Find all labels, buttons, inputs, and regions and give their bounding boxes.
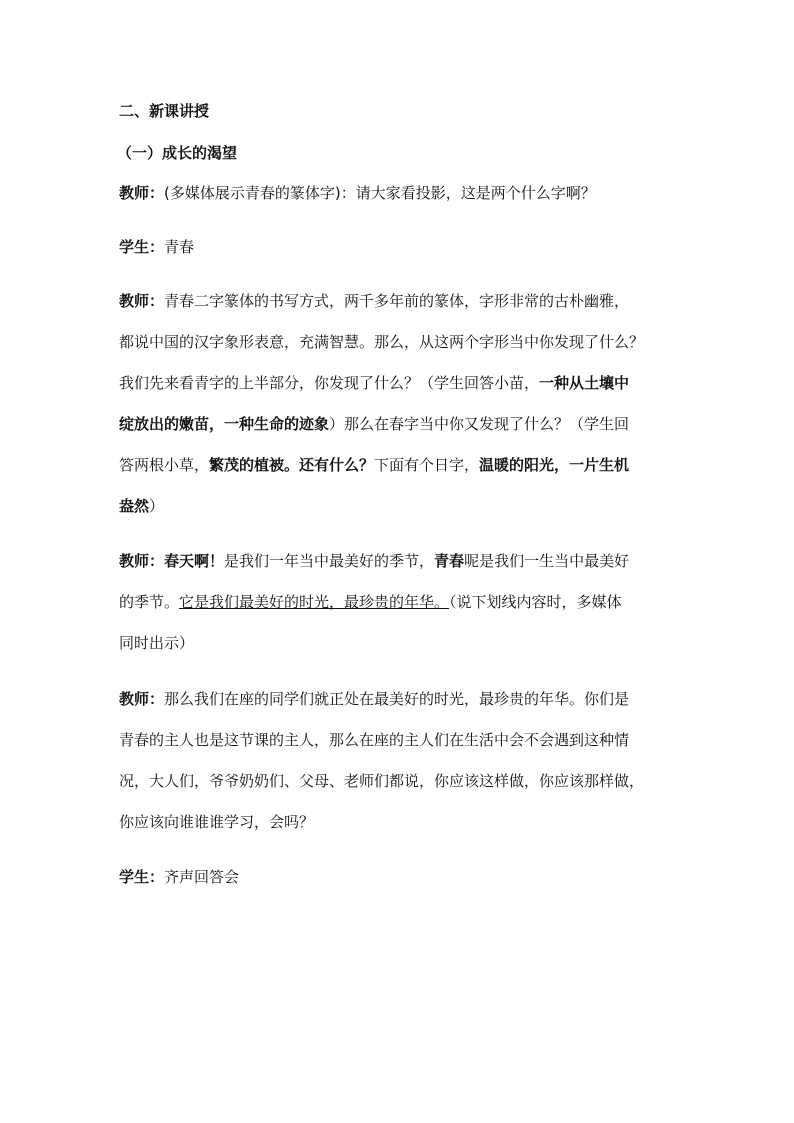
text-line: 绽放出的嫩苗，一种生命的迹象）那么在春字当中你又发现了什么？（学生回 bbox=[119, 415, 630, 433]
speaker-label: 学生： bbox=[119, 868, 165, 886]
speaker-label: 教师： bbox=[119, 292, 165, 310]
text-line: 我们先来看青字的上半部分，你发现了什么？（学生回答小苗，一种从土壤中 bbox=[119, 374, 630, 392]
text-line: 的季节。它是我们最美好的时光，最珍贵的年华。（说下划线内容时，多媒体 bbox=[119, 593, 622, 611]
paragraph-student-1 bbox=[119, 234, 699, 261]
text-line: 教师：那么我们在座的同学们就正处在最美好的时光，最珍贵的年华。你们是 bbox=[119, 690, 630, 708]
text-line: 教师：春天啊！是我们一年当中最美好的季节，青春呢是我们一生当中最美好 bbox=[119, 552, 630, 570]
speaker-label: 学生： bbox=[119, 238, 165, 256]
text-line: 同时出示） bbox=[119, 634, 195, 652]
paragraph-text: 齐声回答会 bbox=[164, 868, 240, 886]
paragraph-teacher-2 bbox=[119, 288, 699, 534]
speaker-label: 教师： bbox=[119, 184, 165, 202]
text-line: 都说中国的汉字象形表意，充满智慧。那么，从这两个字形当中你发现了什么？ bbox=[119, 333, 645, 351]
paragraph-teacher-3 bbox=[119, 548, 699, 671]
paragraph-text: 青春 bbox=[164, 238, 195, 256]
underlined-text: 它是我们最美好的时光，最珍贵的年华。 bbox=[179, 593, 450, 611]
text-line: 况，大人们，爷爷奶奶们、父母、老师们都说，你应该这样做，你应该那样做， bbox=[119, 772, 645, 790]
paragraph-teacher-4 bbox=[119, 686, 699, 850]
speaker-label: 教师： bbox=[119, 690, 165, 708]
text-line: 你应该向谁谁谁学习，会吗？ bbox=[119, 813, 315, 831]
text-line: 教师：青春二字篆体的书写方式，两千多年前的篆体，字形非常的古朴幽雅， bbox=[119, 292, 630, 310]
section-title: 二、新课讲授 bbox=[119, 102, 210, 120]
text-line: 答两根小草，繁茂的植被。还有什么？下面有个日字，温暖的阳光，一片生机 bbox=[119, 456, 630, 474]
text-line: 盎然） bbox=[119, 497, 165, 515]
speaker-label: 教师： bbox=[119, 552, 165, 570]
paragraph-teacher-1 bbox=[119, 180, 699, 207]
text-line: 青春的主人也是这节课的主人，那么在座的主人们在生活中会不会遇到这种情 bbox=[119, 731, 630, 749]
subsection-title: （一）成长的渴望 bbox=[117, 144, 238, 162]
paragraph-text: (多媒体展示青春的篆体字)：请大家看投影，这是两个什么字啊？ bbox=[164, 184, 596, 202]
paragraph-student-2 bbox=[119, 864, 699, 891]
